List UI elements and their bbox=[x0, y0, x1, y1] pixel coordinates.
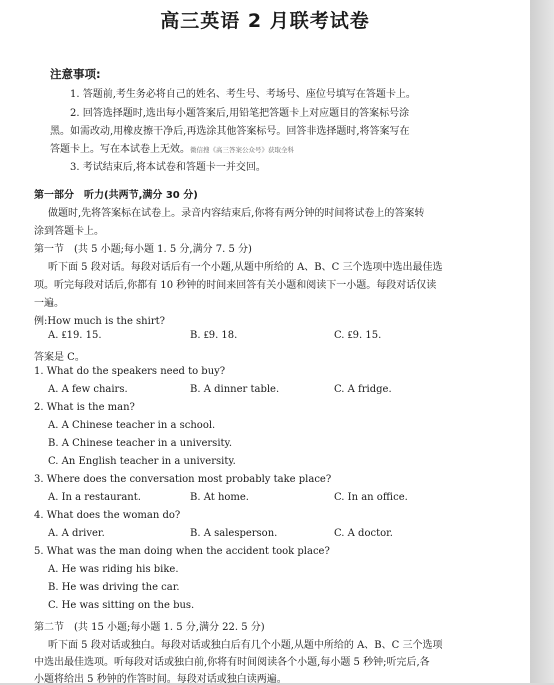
q2-option-a: A. A Chinese teacher in a school. bbox=[48, 420, 216, 431]
q1-option-a: A. A few chairs. bbox=[48, 384, 128, 395]
question-5: 5. What was the man doing when the accident took place? bbox=[34, 546, 330, 557]
q4-option-c: C. A doctor. bbox=[334, 528, 393, 539]
q3-option-a: A. In a restaurant. bbox=[48, 492, 141, 503]
q5-option-b: B. He was driving the car. bbox=[48, 582, 180, 593]
q2-option-b: B. A Chinese teacher in a university. bbox=[48, 438, 233, 449]
watermark-text: 微信搜《高三答案公众号》获取全科 bbox=[190, 146, 294, 154]
question-1: 1. What do the speakers need to buy? bbox=[34, 366, 226, 377]
section1-intro-a: 听下面 5 段对话。每段对话后有一个小题,从题中所给的 A、B、C 三个选项中选出最佳选 bbox=[48, 262, 443, 273]
part1-intro-a: 做题时,先将答案标在试卷上。录音内容结束后,你将有两分钟的时间将试卷上的答案转 bbox=[48, 208, 425, 219]
page-shadow-strip bbox=[530, 0, 554, 683]
q1-option-c: C. A fridge. bbox=[334, 384, 392, 395]
section2-heading: 第二节 (共 15 小题;每小题 1. 5 分,满分 22. 5 分) bbox=[34, 622, 265, 633]
section2-intro-c: 小题将给出 5 秒钟的作答时间。每段对话或独白读两遍。 bbox=[34, 674, 287, 685]
notice-item-2c-line bbox=[50, 140, 294, 155]
example-answer: 答案是 C。 bbox=[34, 352, 85, 363]
q1-option-b: B. A dinner table. bbox=[190, 384, 280, 395]
q4-option-b: B. A salesperson. bbox=[190, 528, 278, 539]
q5-option-c: C. He was sitting on the bus. bbox=[48, 600, 195, 611]
q2-option-c: C. An English teacher in a university. bbox=[48, 456, 236, 467]
example-option-c: C. ₤9. 15. bbox=[334, 330, 382, 341]
question-2: 2. What is the man? bbox=[34, 402, 135, 413]
q3-option-c: C. In an office. bbox=[334, 492, 408, 503]
notice-heading: 注意事项: bbox=[50, 67, 101, 81]
section1-intro-c: 一遍。 bbox=[34, 298, 64, 309]
example-option-a: A. ₤19. 15. bbox=[48, 330, 102, 341]
notice-item-2b: 黑。如需改动,用橡皮擦干净后,再选涂其他答案标号。回答非选择题时,将答案写在 bbox=[50, 126, 410, 137]
section1-heading: 第一节 (共 5 小题;每小题 1. 5 分,满分 7. 5 分) bbox=[34, 244, 252, 255]
example-option-b: B. ₤9. 18. bbox=[190, 330, 238, 341]
section1-intro-b: 项。听完每段对话后,你都有 10 秒钟的时间来回答有关小题和阅读下一小题。每段对话仅读 bbox=[34, 280, 437, 291]
page-title: 高三英语 2 月联考试卷 bbox=[160, 10, 370, 32]
part1-heading: 第一部分 听力(共两节,满分 30 分) bbox=[34, 190, 198, 201]
notice-item-3: 3. 考试结束后,将本试卷和答题卡一并交回。 bbox=[70, 162, 266, 173]
q3-option-b: B. At home. bbox=[190, 492, 249, 503]
question-4: 4. What does the woman do? bbox=[34, 510, 181, 521]
part1-intro-b: 涂到答题卡上。 bbox=[34, 226, 104, 237]
q4-option-a: A. A driver. bbox=[48, 528, 105, 539]
example-question: 例:How much is the shirt? bbox=[34, 316, 165, 327]
notice-item-2c: 答题卡上。写在本试卷上无效。 bbox=[50, 144, 190, 155]
notice-item-2a: 2. 回答选择题时,选出每小题答案后,用铅笔把答题卡上对应题目的答案标号涂 bbox=[70, 108, 410, 119]
notice-item-1: 1. 答题前,考生务必将自己的姓名、考生号、考场号、座位号填写在答题卡上。 bbox=[70, 89, 416, 100]
q5-option-a: A. He was riding his bike. bbox=[48, 564, 179, 575]
section2-intro-b: 中选出最佳选项。听每段对话或独白前,你将有时间阅读各个小题,每小题 5 秒钟;听完后,各 bbox=[34, 657, 430, 668]
question-3: 3. Where does the conversation most probably take place? bbox=[34, 474, 332, 485]
section2-intro-a: 听下面 5 段对话或独白。每段对话或独白后有几个小题,从题中所给的 A、B、C 三个选项 bbox=[48, 640, 443, 651]
